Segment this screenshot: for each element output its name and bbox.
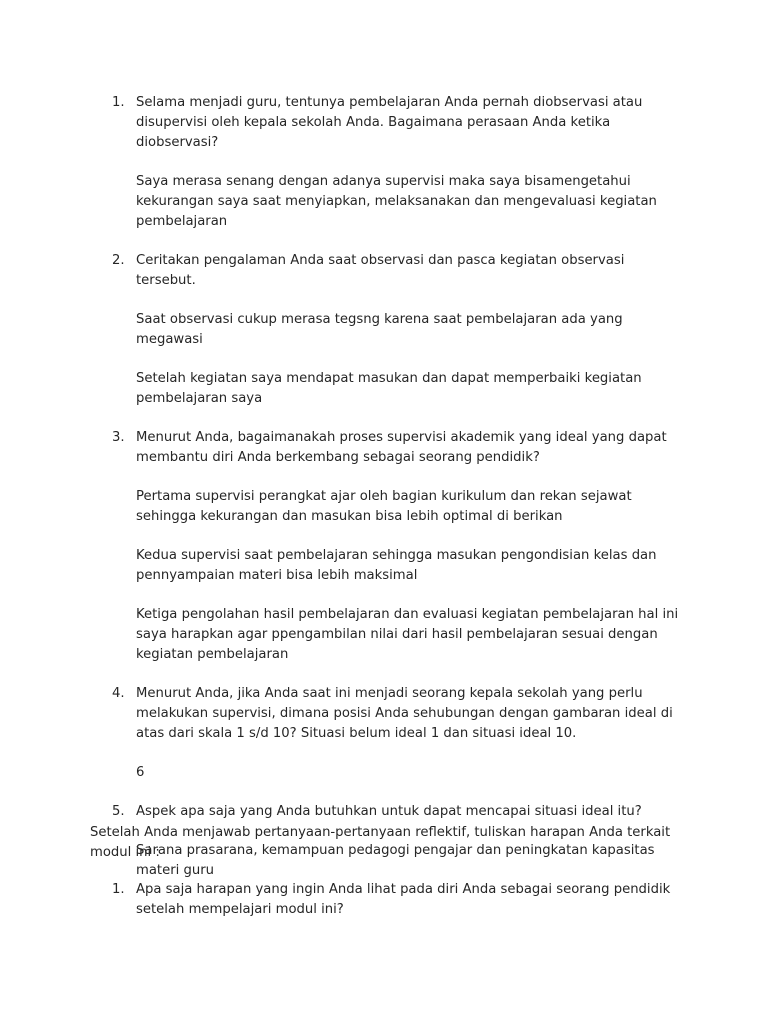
question-text: Menurut Anda, bagaimanakah proses supervisi akademik yang ideal yang dapat membantu diri Anda berkembang sebagai seorang pendidik? (136, 430, 667, 465)
question-text: Apa saja harapan yang ingin Anda lihat pada diri Anda sebagai seorang pendidik setelah mempelajari modul ini? (136, 882, 671, 917)
list-item (0, 428, 768, 665)
item-number: 2. (112, 253, 125, 268)
question-text: Selama menjadi guru, tentunya pembelajaran Anda pernah diobservasi atau disupervisi oleh kepala sekolah Anda. Bagaimana perasaan Anda ketika diobservasi? (136, 95, 643, 150)
answer-text: 6 (136, 765, 145, 780)
answer-text: Kedua supervisi saat pembelajaran sehingga masukan pengondisian kelas dan pennyampaian materi bisa lebih maksimal (136, 548, 657, 583)
question-text: Aspek apa saja yang Anda butuhkan untuk dapat mencapai situasi ideal itu? (136, 804, 642, 819)
reflection-question-list (0, 93, 768, 881)
list-item (0, 251, 768, 409)
item-number: 3. (112, 430, 125, 445)
answer-text: Saat observasi cukup merasa tegsng karena saat pembelajaran ada yang megawasi (136, 312, 623, 347)
answer-text: Sarana prasarana, kemampuan pedagogi pengajar dan peningkatan kapasitas materi guru (136, 843, 655, 878)
answer-text: Saya merasa senang dengan adanya supervisi maka saya bisamengetahui kekurangan saya saat menyiapkan, melaksanakan dan mengevaluasi kegiatan pembelajaran (136, 174, 657, 229)
item-number: 1. (112, 882, 125, 897)
expectation-question-list (0, 880, 768, 920)
item-number: 4. (112, 686, 125, 701)
list-item (0, 880, 768, 920)
question-text: Ceritakan pengalaman Anda saat observasi dan pasca kegiatan observasi tersebut. (136, 253, 625, 288)
question-text: Menurut Anda, jika Anda saat ini menjadi seorang kepala sekolah yang perlu melakukan supervisi, dimana posisi Anda sehubungan dengan gambaran ideal di atas dari skala 1 s/d 10? Situasi belum ideal 1 dan situasi ideal 10. (136, 686, 673, 741)
intro-paragraph: Setelah Anda menjawab pertanyaan-pertanyaan reflektif, tuliskan harapan Anda terkait modul ini : (90, 825, 671, 860)
list-item (0, 93, 768, 232)
item-number: 5. (112, 804, 125, 819)
answer-text: Pertama supervisi perangkat ajar oleh bagian kurikulum dan rekan sejawat sehingga kekurangan dan masukan bisa lebih optimal di berikan (136, 489, 632, 524)
answer-text: Ketiga pengolahan hasil pembelajaran dan evaluasi kegiatan pembelajaran hal ini saya harapkan agar ppengambilan nilai dari hasil pembelajaran sesuai dengan kegiatan pembelajaran (136, 607, 679, 662)
list-item (0, 684, 768, 783)
answer-text: Setelah kegiatan saya mendapat masukan dan dapat memperbaiki kegiatan pembelajaran saya (136, 371, 642, 406)
item-number: 1. (112, 95, 125, 110)
